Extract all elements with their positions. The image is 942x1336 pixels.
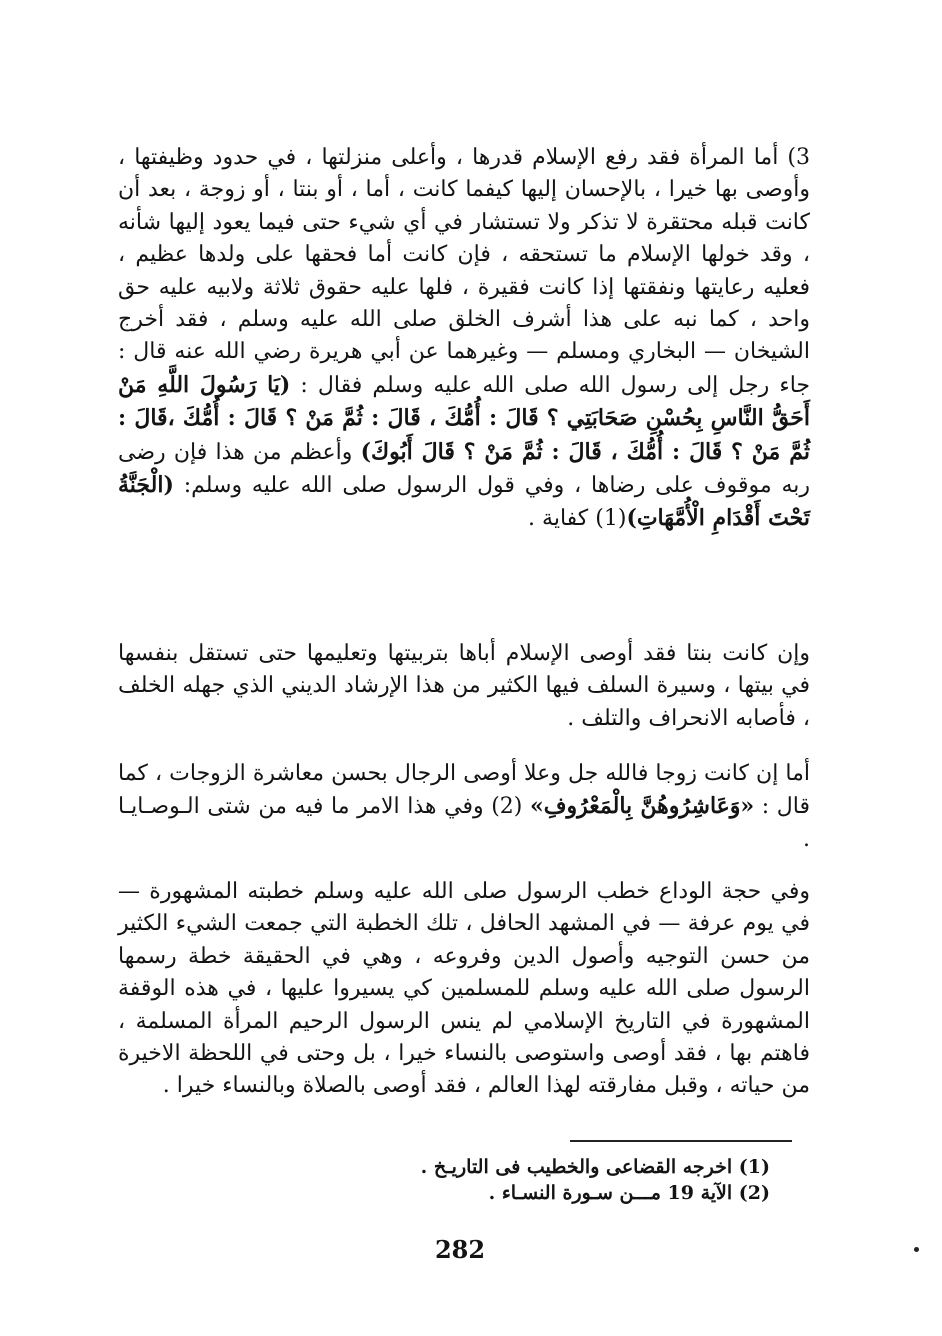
paragraph-text: (2) وفي هذا الامر ما فيه من شتى الـوصـايـا .	[118, 794, 810, 852]
footnote-2: (2) الآية 19 مـــن سـورة النسـاء .	[488, 1182, 770, 1204]
paragraph-wife	[118, 758, 810, 856]
hadith-quote: (يَا رَسُولَ اللَّهِ مَنْ أَحَقُّ النَّاسِ بِحُسْنِ صَحَابَتِي ؟ قَالَ : أُمُّكَ ، قَالَ : ثُمَّ مَنْ ؟ قَالَ : أُمُّكَ ،قَالَ : ثُمَّ مَنْ ؟ قَالَ : أُمُّكَ ، قَالَ : ثُمَّ مَنْ ؟ قَالَ أَبُوكَ)	[118, 371, 810, 465]
paragraph-text: أما إن كانت زوجا فالله جل وعلا أوصى الرجال بحسن معاشرة الزوجات ، كما قال :	[118, 761, 810, 820]
paragraph-text: وأعظم من هذا فإن رضى ربه موقوف على رضاها ، وفي قول الرسول صلى الله عليه وسلم:	[118, 439, 810, 499]
scan-speck	[914, 1247, 919, 1252]
paragraph-farewell-sermon: وفي حجة الوداع خطب الرسول صلى الله عليه وسلم خطبته المشهورة — في يوم عرفة — في المشهد الحافل ، تلك الخطبة التي جمعت الشيء الكثير من حسن التوجيه وأصول الدين وفروعه ، وهي في الحقيقة خطة رسمها الرسول صلى الله عليه وسلم للمسلمين كي يسيروا عليها ، في هذه الوقفة المشهورة في التاريخ الإسلامي لم ينس الرسول الرحيم المرأة المسلمة ، فاهتم بها ، فقد أوصى واستوصى بالنساء خيرا ، بل وحتى في اللحظة الاخيرة من حياته ، وقبل مفارقته لهذا العالم ، فقد أوصى بالصلاة وبالنساء خيرا .	[118, 879, 810, 1099]
paragraph-text: (1) كفاية .	[528, 506, 627, 532]
footnote-1: (1) اخرجه القضاعى والخطيب فى التاريـخ .	[420, 1156, 770, 1178]
paragraph-woman-status	[118, 142, 810, 536]
page-number: 282	[434, 1235, 486, 1264]
hadith-quote-paradise: (الْجَنَّةُ تَحْتَ أَقْدَامِ الْأُمَّهَاتِ)	[118, 472, 810, 532]
footnote-divider	[570, 1140, 792, 1142]
paragraph-text: 3) أما المرأة فقد رفع الإسلام قدرها ، وأعلى منزلتها ، في حدود وظيفتها ، وأوصى بها خيرا ، بالإحسان إليها كيفما كانت ، أما ، أو بنتا ، أو زوجة ، بعد أن كانت قبله محتقرة لا تذكر ولا تستشار في أي شيء حتى فيما يعود إليها شأنه ، وقد خولها الإسلام ما تستحقه ، فإن كانت أما فحقها على ولدها عظيم ، فعليه رعايتها ونفقتها إذا كانت فقيرة ، فلها عليه حقوق ثلاثة ولابيه عليه حق واحد ، كما نبه على هذا أشرف الخلق صلى الله عليه وسلم ، فقد أخرج الشيخان — البخاري ومسلم — وغيرهما عن أبي هريرة رضي الله عنه قال : جاء رجل إلى رسول الله صلى الله عليه وسلم فقال :	[118, 145, 810, 398]
paragraph-daughter: وإن كانت بنتا فقد أوصى الإسلام أباها بتربيتها وتعليمها حتى تستقل بنفسها في بيتها ، وسيرة السلف فيها الكثير من هذا الإرشاد الديني الذي جهله الخلف ، فأصابه الانحراف والتلف .	[118, 641, 810, 731]
quran-quote: «وَعَاشِرُوهُنَّ بِالْمَعْرُوفِ»	[529, 793, 755, 820]
